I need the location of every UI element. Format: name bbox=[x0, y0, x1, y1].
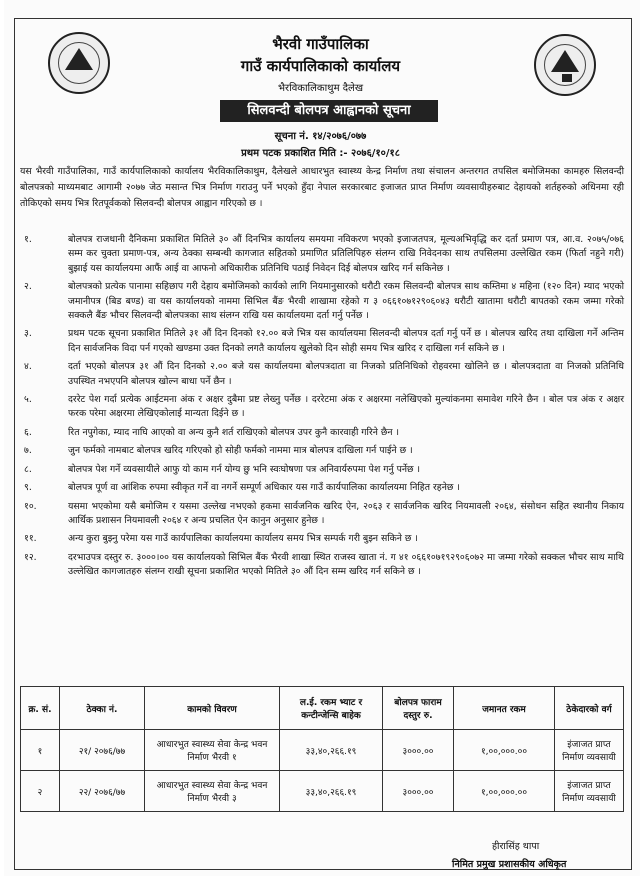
cell-contractor-class: इंजाजत प्राप्त निर्माण व्यवसायी bbox=[555, 730, 624, 771]
cell-estimate: ३३,४०,२६६.१९ bbox=[280, 730, 383, 771]
list-item: १०. यसमा भएकोमा यसै बमोजिम र यसमा उल्लेख नभएको हकमा सार्वजनिक खरिद ऐन, २०६३ र सार्वजनिक खरिद नियमावली २०६४, संसोधन सहित स्थानीय निकाय आर्थिक प्रशासन नियमावली २०६४ र अन्य प्रचलित ऐन कानुन अनुसार हुनेछ । bbox=[24, 500, 624, 526]
list-item: ६. रित नपुगेका, म्याद नाघि आएको वा अन्य कुनै शर्त राखिएको बोलपत्र उपर कुनै कारवाही गरिने छैन । bbox=[24, 426, 400, 438]
col-estimate: ल.ई. रकम भ्याट र कन्टीन्जेन्सि बाहेक bbox=[280, 687, 383, 730]
cell-guarantee: १,००,०००.०० bbox=[454, 730, 555, 771]
col-description: कामको विवरण bbox=[145, 687, 280, 730]
cell-description: आधारभुत स्वास्थ्य सेवा केन्द्र भवन निर्माण भैरवी ३ bbox=[145, 771, 280, 812]
terms-list bbox=[20, 233, 624, 584]
table-row bbox=[21, 771, 624, 812]
col-sn: क्र. सं. bbox=[21, 687, 60, 730]
cell-sn: १ bbox=[21, 730, 60, 771]
cell-description: आधारभुत स्वास्थ्य सेवा केन्द्र भवन निर्माण भैरवी १ bbox=[145, 730, 280, 771]
publish-date: प्रथम पटक प्रकाशित मिति :- २०७६/१०/१८ bbox=[241, 148, 400, 159]
table-row bbox=[21, 730, 624, 771]
office-name: गाउँ कार्यपालिकाको कार्यालय bbox=[240, 57, 401, 75]
cell-form-fee: ३०००.०० bbox=[383, 730, 454, 771]
notice-title-banner: सिलवन्दी बोलपत्र आह्वानको सूचना bbox=[220, 100, 438, 122]
office-address: भैरविकालिकाथुम दैलेख bbox=[278, 83, 363, 94]
cell-estimate: ३३,४०,२६६.१९ bbox=[280, 771, 383, 812]
list-item: ७. जुन फर्मको नामबाट बोलपत्र खरिद गरिएको हो सोही फर्मको नाममा मात्र बोलपत्र दाखिला गर्न पाईने छ । bbox=[24, 445, 413, 457]
table-header-row bbox=[21, 687, 624, 730]
col-contractor-class: ठेकेदारको वर्ग bbox=[555, 687, 624, 730]
list-item: १२. दरभाउपत्र दस्तुर रु. ३०००।०० यस कार्यालयको सिभिल बैंक भैरवी शाखा स्थित राजस्व खाता नं. ग ४१ ०६६१०७१९२९०६०७२ मा जम्मा गरेको सक्कल भौचर साथ माथि उल्लेखित कागजातहरु संलग्न राखी सूचना प्रकाशित भएको मितिले ३० औं दिन सम्म खरिद गर्न सकिने छ । bbox=[24, 551, 624, 578]
cell-guarantee: १,००,०००.०० bbox=[454, 771, 555, 812]
municipality-name: भैरवी गाउँपालिका bbox=[272, 35, 369, 53]
col-contract-no: ठेक्का नं. bbox=[60, 687, 145, 730]
list-item: ११. अन्य कुरा बुझ्नु परेमा यस गाउँ कार्यपालिका कार्यालयमा कार्यालय समय भित्र सम्पर्क गरी बुझ्न सकिने छ । bbox=[24, 533, 418, 545]
notice-number: सूचना नं. १४/२०७६/०७७ bbox=[274, 131, 367, 142]
list-item: ९. बोलपत्र पूर्ण वा आंशिक रुपमा स्वीकृत गर्ने वा नगर्ने सम्पूर्ण अधिकार यस गाउँ कार्यपालिका कार्यालयमा निहित रहनेछ । bbox=[24, 482, 460, 494]
list-item: ३. प्रथम पटक सूचना प्रकाशित मितिले ३१ औं दिन दिनको १२.०० बजे भित्र यस कार्यालयमा सिलवन्दी बोलपत्र दर्ता गर्नु पर्ने छ । बोलपत्र खरिद तथा दाखिला गर्ने अन्तिम दिन सार्वजनिक विदा पर्न गएको खण्डमा उक्त दिनको लगतै कार्यालय खुलेको दिन सोही समय भित्र खरिद र दाखिला गर्न सकिने छ । bbox=[24, 328, 624, 354]
col-guarantee: जमानत रकम bbox=[454, 687, 555, 730]
tender-table bbox=[20, 686, 624, 812]
signatory-name: हीरासिंह थापा bbox=[492, 841, 540, 852]
col-form-fee: बोलपत्र फाराम दस्तुर रु. bbox=[383, 687, 454, 730]
list-item: ५. दररेट पेश गर्दा प्रत्येक आईटमना अंक र अक्षर दुबैमा प्रष्ट लेख्नु पर्नेछ । दररेटमा अंक र अक्षरमा नलेखिएको मुल्यांकनमा समावेश गरिने छैन । बोल पत्र अंक र अक्षर फरक परेमा अक्षरमा लेखिएकोलाई मान्यता दिईने छ । bbox=[24, 394, 624, 420]
cell-form-fee: ३०००.०० bbox=[383, 771, 454, 812]
list-item: ८. बोलपत्र पेश गर्ने व्यवसायीले आफु यो काम गर्न योग्य छु भनि स्वःघोषणा पत्र अनिवार्यरुपमा पेश गर्नु पर्नेछ । bbox=[24, 463, 421, 475]
signatory-designation: निमित प्रमुख प्रशासकीय अधिकृत bbox=[452, 859, 567, 870]
list-item: १. बोलपत्र राजधानी दैनिकमा प्रकाशित मितिले ३० औं दिनभित्र कार्यालय समयमा नविकरण भएको इजाजतपत्र, मूल्यअभिवृद्धि कर दर्ता प्रमाण पत्र, आ.व. २०७५/०७६ सम्म कर चुक्ता प्रमाण-पत्र, अन्य ठेक्का सम्बन्धी कागजात सहितको प्रमाणित प्रतिलिपिहरु संलग्न राखि निवेदनका साथ तपसिलमा उल्लेखित रकम (फिर्ता नहुने गरी) बुझाई यस कार्यालयमा आफैं आई वा आफनो अधिकारीक प्रतिनिधि पठाई निवेदन दिई बोलपत्र खरिद गर्न सकिनेछ । bbox=[24, 234, 624, 274]
cell-contract-no: २२/ २०७६/७७ bbox=[60, 771, 145, 812]
list-item: २. बोलपत्रको प्रत्येक पानामा सहिछाप गरी देहाय बमोजिमको कार्यको लागि नियमानुसारको धरौटी रकम सिलवन्दी बोलपत्र साथ कम्तिमा ४ महिना (१२० दिन) म्याद भएको जमानीपत्र (बिड बण्ड) वा यस कार्यालयको नाममा सिभिल बैंङ भैरवी शाखामा रहेको ग ३ ०६६१०७१२९०६०४३ धरौटी खातामा धरौटी बापतको रकम जम्मा गरेको सक्कलै बैंङ भौचर सिलवन्दी बोलपत्रका साथ संलग्न राखि यस कार्यालयमा दर्ता गर्नु पर्नेछ । bbox=[24, 281, 624, 322]
intro-paragraph: यस भैरवी गाउँपालिका, गाउँ कार्यपालिकाको कार्यालय भैरविकालिकाथुम, दैलेखले आधारभुत स्वास्थ्य केन्द्र निर्माण तथा संचालन अन्तरगत तपसिल बमोजिमका कामहरु सिलवन्दी बोलपत्रको माध्यमबाट आगामी २०७७ जेठ मसान्त भित्र निर्माण गराउनु पर्ने भएको हुँदा नेपाल सरकारबाट इजाजत प्राप्त निर्माण व्यवसायीहरुबाट देहायको शर्तहरुको अधिनमा रही तोकिएको समय भित्र रितपूर्वकको सिलवन्दी बोलपत्र आह्वान गरिएको छ । bbox=[20, 166, 624, 209]
cell-sn: २ bbox=[21, 771, 60, 812]
cell-contract-no: २१/ २०७६/७७ bbox=[60, 730, 145, 771]
cell-contractor-class: इंजाजत प्राप्त निर्माण व्यवसायी bbox=[555, 771, 624, 812]
list-item: ४. दर्ता भएको बोलपत्र ३१ औं दिन दिनको २.०० बजे यस कार्यालयमा बोलपत्रदाता वा निजको प्रतिनिधिको रोहवरमा खोलिने छ । बोलपत्रदाता वा निजको प्रतिनिधि उपस्थित नभएपनि बोलपत्र खोल्न बाधा पर्ने छैन । bbox=[24, 361, 624, 387]
